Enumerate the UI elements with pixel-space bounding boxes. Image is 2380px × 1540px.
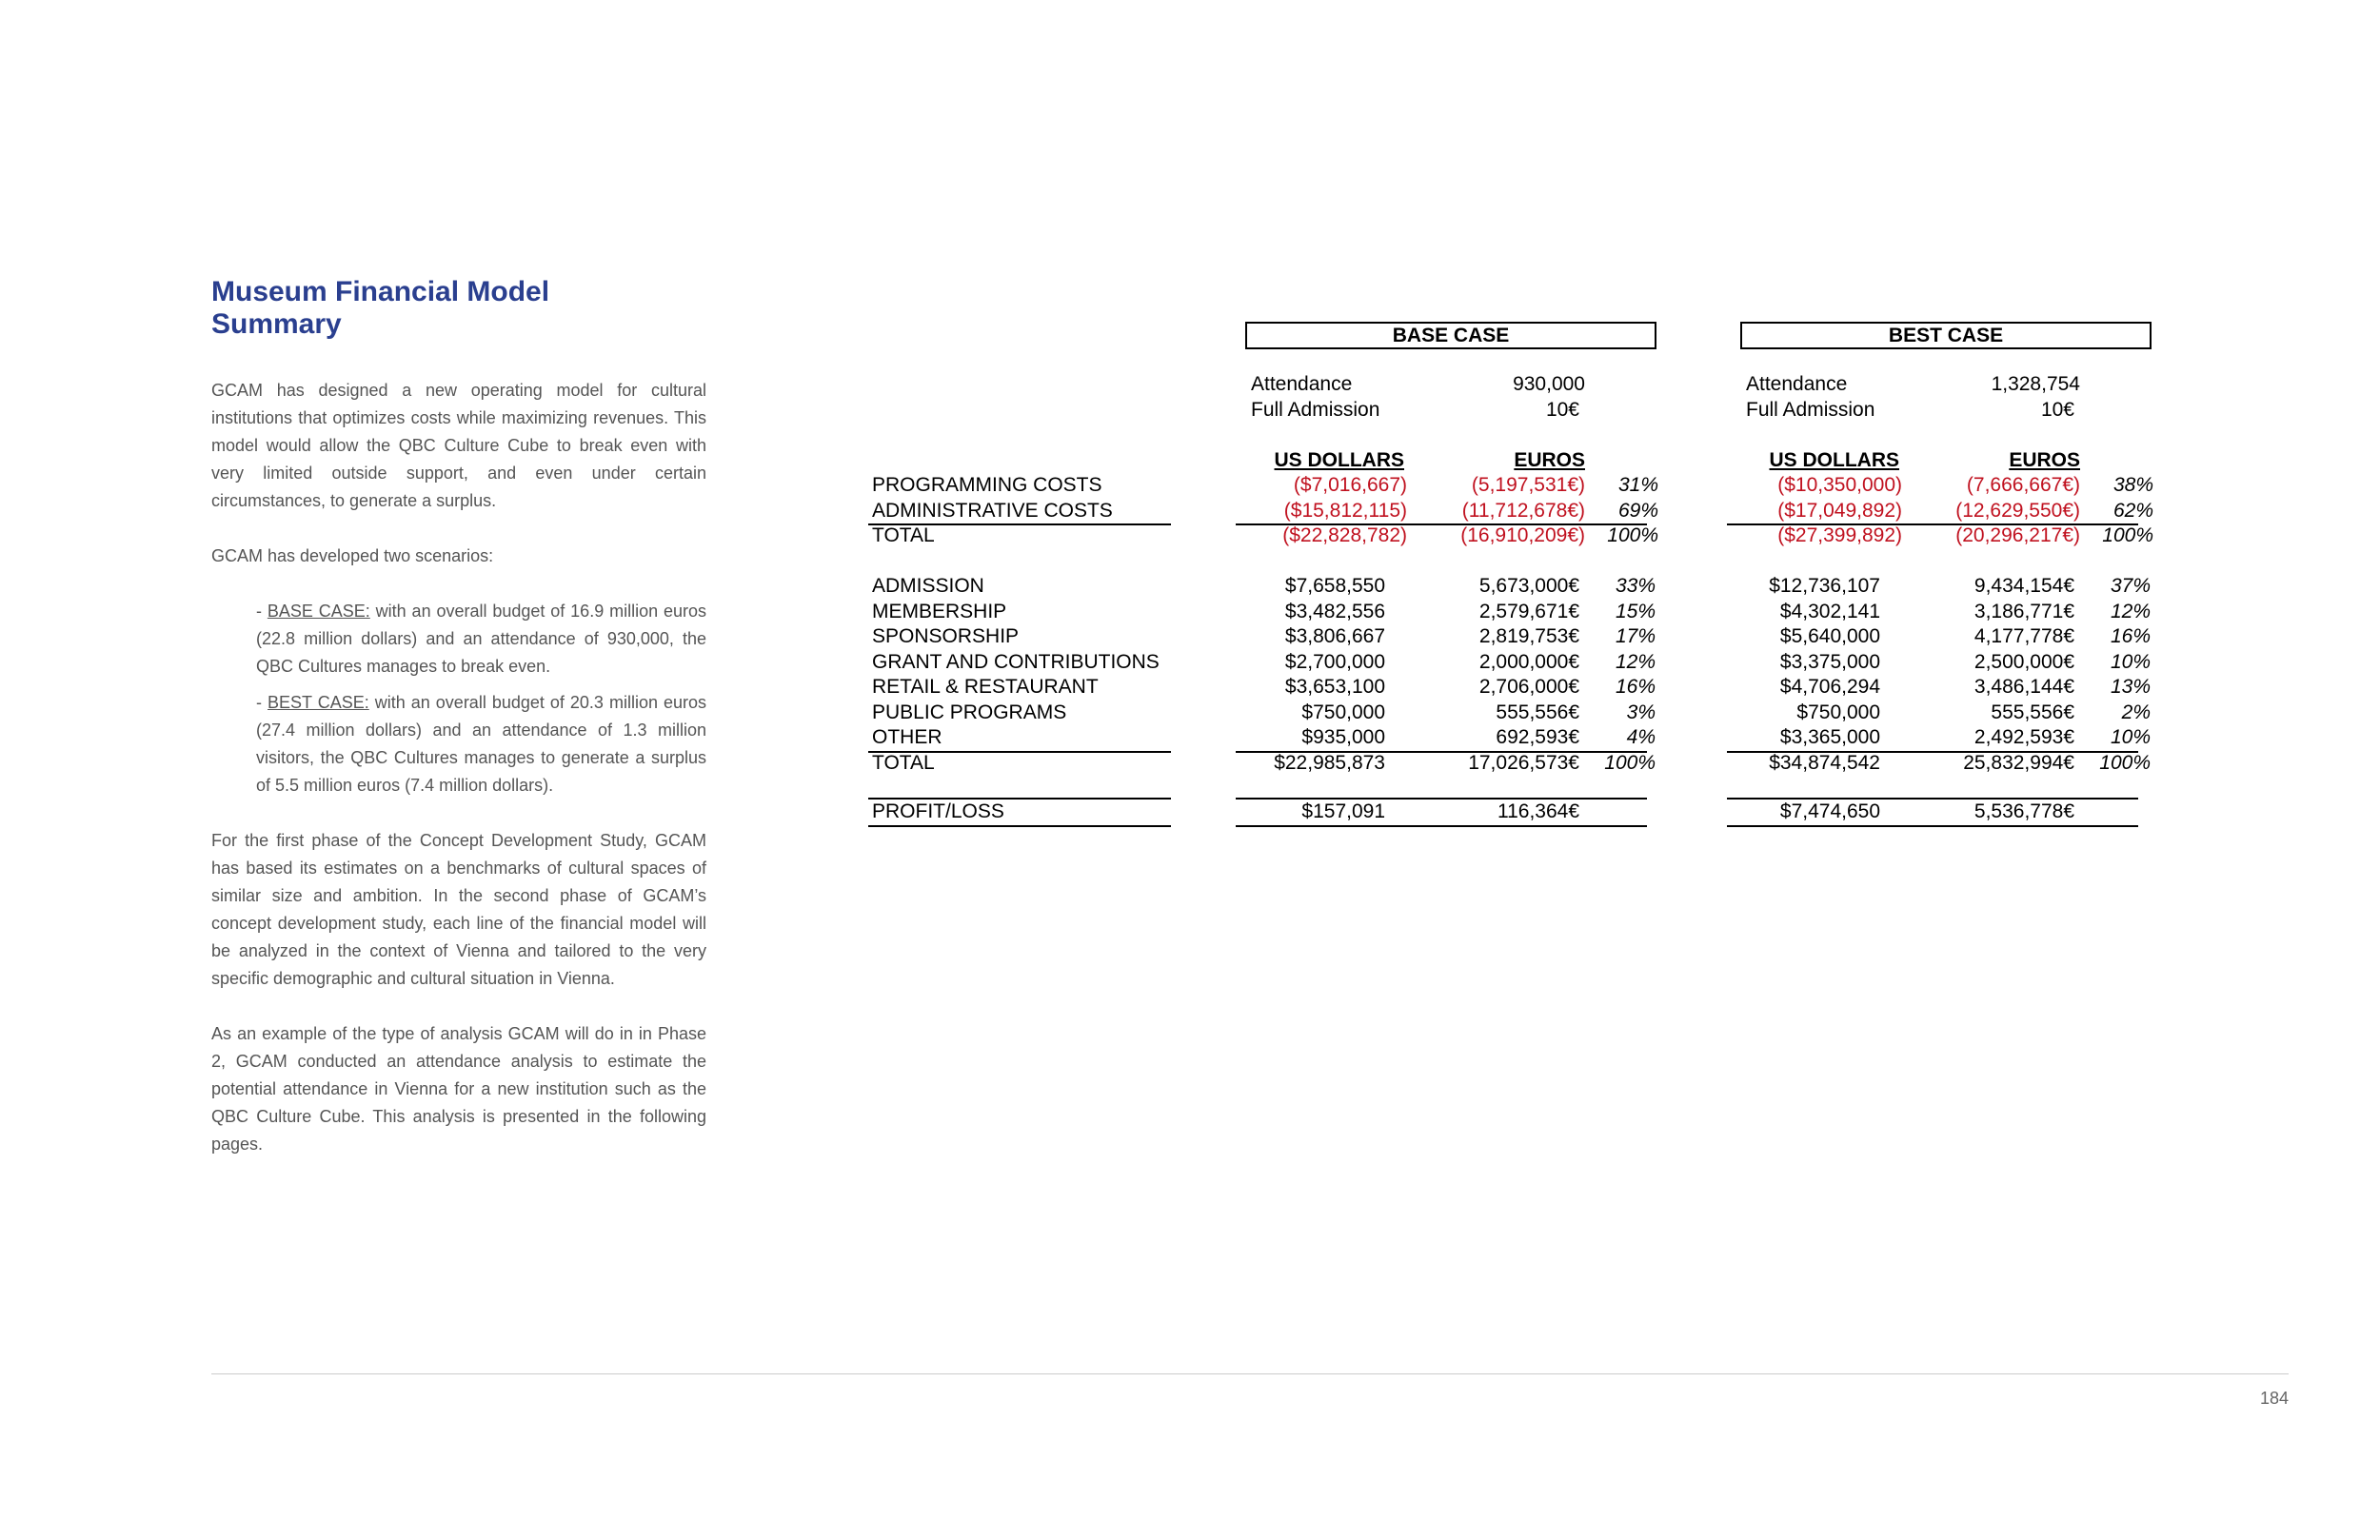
base-cost-pct: 31% [1617, 474, 1658, 496]
best-cost-usd: ($27,399,892) [1777, 524, 1902, 546]
revenue-label: GRANT AND CONTRIBUTIONS [872, 650, 1160, 673]
base-revenue-usd: $7,658,550 [1284, 575, 1385, 597]
best-usd-header: US DOLLARS [1769, 449, 1899, 471]
bullet-base-prefix: - [256, 602, 268, 621]
best-attendance-value: 1,328,754 [1991, 373, 2080, 395]
cost-label: ADMINISTRATIVE COSTS [872, 499, 1113, 522]
base-revenue-pct: 3% [1626, 701, 1656, 723]
base-cost-pct: 69% [1617, 499, 1658, 522]
base-eur-header: EUROS [1514, 449, 1585, 471]
best-revenue-pct: 10% [2110, 726, 2151, 748]
base-cost-eur: (5,197,531€) [1471, 474, 1585, 496]
base-revenue-pct: 33% [1615, 575, 1656, 597]
revenue-label: OTHER [872, 726, 942, 748]
base-revenue-eur: 692,593€ [1496, 726, 1579, 748]
base-revenue-pct: 100% [1604, 751, 1656, 774]
base-revenue-eur: 2,819,753€ [1478, 625, 1579, 647]
paragraph-example: As an example of the type of analysis GCAM will do in in Phase 2, GCAM conducted an attendance analysis to estimate the potential attendance in Vienna for a new institution such as the QBC Culture Cube. This analysis is presented in the following pages. [211, 1024, 706, 1154]
base-revenue-pct: 17% [1615, 625, 1656, 647]
base-attendance-label: Attendance [1251, 373, 1353, 395]
best-cost-pct: 100% [2102, 524, 2153, 546]
best-admission-value: 10€ [2040, 399, 2074, 421]
best-revenue-usd: $4,302,141 [1779, 600, 1880, 622]
best-revenue-eur: 3,486,144€ [1973, 676, 2074, 698]
cost-label: PROGRAMMING COSTS [872, 474, 1102, 496]
best-revenue-eur: 2,500,000€ [1973, 650, 2074, 673]
base-usd-header: US DOLLARS [1274, 449, 1404, 471]
best-cost-total-rule [1727, 523, 2138, 525]
bullet-best-label: BEST CASE: [268, 693, 369, 712]
best-revenue-pct: 100% [2099, 751, 2151, 774]
best-eur-header: EUROS [2009, 449, 2080, 471]
base-revenue-usd: $3,653,100 [1284, 676, 1385, 698]
revenue-label: ADMISSION [872, 575, 984, 597]
base-revenue-eur: 5,673,000€ [1478, 575, 1579, 597]
best-revenue-total-rule [1727, 751, 2138, 753]
base-revenue-pct: 16% [1615, 676, 1656, 698]
base-cost-usd: ($22,828,782) [1282, 524, 1407, 546]
base-revenue-usd: $750,000 [1301, 701, 1385, 723]
base-revenue-pct: 15% [1615, 600, 1656, 622]
best-revenue-eur: 555,556€ [1991, 701, 2074, 723]
revenue-label: SPONSORSHIP [872, 625, 1020, 647]
paragraph-scenarios: GCAM has developed two scenarios: [211, 546, 494, 565]
base-revenue-usd: $2,700,000 [1284, 650, 1385, 673]
base-attendance-value: 930,000 [1513, 373, 1585, 395]
best-revenue-eur: 25,832,994€ [1963, 751, 2074, 774]
best-revenue-usd: $4,706,294 [1779, 676, 1880, 698]
best-revenue-usd: $750,000 [1796, 701, 1880, 723]
best-profit-eur: 5,536,778€ [1973, 800, 2074, 822]
best-cost-pct: 38% [2112, 474, 2153, 496]
best-revenue-usd: $3,375,000 [1779, 650, 1880, 673]
profit-bottom-rule [868, 825, 1171, 827]
base-revenue-eur: 2,579,671€ [1478, 600, 1579, 622]
bullet-base-text: with an overall budget of 16.9 million euros (22.8 million dollars) and an attendance of 930,000, the QBC Cultures manages to break even. [256, 602, 706, 676]
best-revenue-pct: 12% [2110, 600, 2151, 622]
base-revenue-eur: 2,706,000€ [1478, 676, 1579, 698]
revenue-label: RETAIL & RESTAURANT [872, 676, 1099, 698]
best-revenue-eur: 3,186,771€ [1973, 600, 2074, 622]
base-revenue-eur: 17,026,573€ [1468, 751, 1579, 774]
bullet-best-prefix: - [256, 693, 268, 712]
paragraph-intro: GCAM has designed a new operating model for cultural institutions that optimizes costs while maximizing revenues. This model would allow the QBC Culture Cube to break even with very limited outside support, and even under certain circumstances, to generate a surplus. [211, 381, 706, 510]
base-cost-usd: ($15,812,115) [1283, 499, 1407, 522]
best-cost-eur: (12,629,550€) [1955, 499, 2080, 522]
cost-total-rule [868, 523, 1171, 525]
base-revenue-usd: $3,482,556 [1284, 600, 1385, 622]
best-revenue-pct: 13% [2110, 676, 2151, 698]
base-profit-bottom-rule [1236, 825, 1647, 827]
page-number: 184 [2259, 1389, 2289, 1408]
best-revenue-usd: $3,365,000 [1779, 726, 1880, 748]
base-profit-usd: $157,091 [1301, 800, 1385, 822]
base-revenue-usd: $3,806,667 [1284, 625, 1385, 647]
best-cost-eur: (20,296,217€) [1955, 524, 2080, 546]
cost-label: TOTAL [872, 524, 935, 546]
best-cost-usd: ($10,350,000) [1777, 474, 1902, 496]
footer-divider [211, 1373, 2289, 1374]
profit-loss-label: PROFIT/LOSS [872, 800, 1004, 822]
base-admission-label: Full Admission [1251, 399, 1380, 421]
base-case-title: BASE CASE [1245, 322, 1656, 349]
base-revenue-pct: 12% [1615, 650, 1656, 673]
revenue-label: MEMBERSHIP [872, 600, 1007, 622]
revenue-label: TOTAL [872, 751, 935, 774]
best-revenue-eur: 9,434,154€ [1973, 575, 2074, 597]
best-revenue-usd: $12,736,107 [1769, 575, 1880, 597]
base-cost-eur: (11,712,678€) [1461, 499, 1585, 522]
best-admission-label: Full Admission [1746, 399, 1875, 421]
title-line-2: Summary [211, 308, 342, 340]
base-revenue-pct: 4% [1626, 726, 1656, 748]
base-cost-usd: ($7,016,667) [1293, 474, 1407, 496]
best-revenue-pct: 2% [2121, 701, 2151, 723]
best-revenue-usd: $5,640,000 [1779, 625, 1880, 647]
base-revenue-total-rule [1236, 751, 1647, 753]
best-cost-usd: ($17,049,892) [1777, 499, 1902, 522]
base-revenue-eur: 2,000,000€ [1478, 650, 1579, 673]
best-revenue-eur: 2,492,593€ [1973, 726, 2074, 748]
best-profit-bottom-rule [1727, 825, 2138, 827]
base-cost-pct: 100% [1607, 524, 1658, 546]
base-cost-total-rule [1236, 523, 1647, 525]
best-revenue-pct: 37% [2110, 575, 2151, 597]
revenue-total-rule [868, 751, 1171, 753]
title-line-1: Museum Financial Model [211, 276, 550, 307]
best-revenue-eur: 4,177,778€ [1973, 625, 2074, 647]
revenue-label: PUBLIC PROGRAMS [872, 701, 1067, 723]
paragraph-phase-one: For the first phase of the Concept Development Study, GCAM has based its estimates on a benchmarks of cultural spaces of similar size and ambition. In the second phase of GCAM’s concept development study, each line of the financial model will be analyzed in the context of Vienna and tailored to the very specific demographic and cultural situation in Vienna. [211, 831, 706, 988]
best-cost-pct: 62% [2112, 499, 2153, 522]
best-revenue-pct: 10% [2110, 650, 2151, 673]
bullet-base-label: BASE CASE: [267, 602, 370, 621]
best-revenue-usd: $34,874,542 [1769, 751, 1880, 774]
base-revenue-usd: $22,985,873 [1274, 751, 1385, 774]
best-revenue-pct: 16% [2110, 625, 2151, 647]
base-revenue-eur: 555,556€ [1496, 701, 1579, 723]
base-profit-eur: 116,364€ [1497, 800, 1579, 822]
best-attendance-label: Attendance [1746, 373, 1848, 395]
base-revenue-usd: $935,000 [1301, 726, 1385, 748]
base-admission-value: 10€ [1545, 399, 1579, 421]
best-cost-eur: (7,666,667€) [1966, 474, 2080, 496]
base-cost-eur: (16,910,209€) [1460, 524, 1585, 546]
best-profit-usd: $7,474,650 [1779, 800, 1880, 822]
best-case-title: BEST CASE [1740, 322, 2152, 349]
bullet-best-text: with an overall budget of 20.3 million euros (27.4 million dollars) and an attendance of 1.3 million visitors, the QBC Cultures manages to generate a surplus of 5.5 million euros (7.4 million dollars). [256, 693, 706, 795]
